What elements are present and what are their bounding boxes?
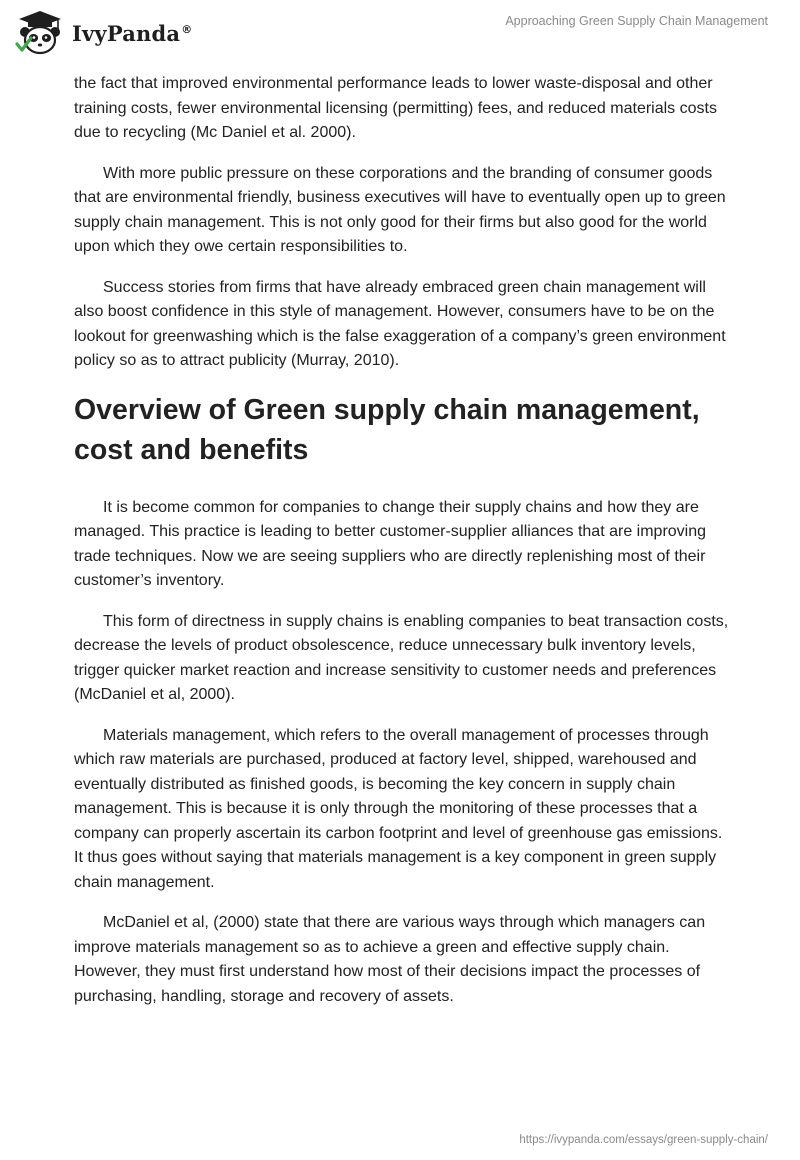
paragraph-1: the fact that improved environmental performance leads to lower waste-disposal and other training costs, fewer environmental licensing (permitting) fees, and reduced materials costs due to recycling (Mc Daniel et al. 2000). bbox=[74, 75, 717, 141]
paragraph-7: McDaniel et al, (2000) state that there are various ways through which managers can improve materials management so as to achieve a green and effective supply chain. However, they must first understand how most of their decisions impact the processes of purchasing, handling, storage and recovery of assets. bbox=[74, 914, 706, 1005]
paragraph-4: It is become common for companies to change their supply chains and how they are managed. This practice is leading to better customer-supplier alliances that are improving trade techniques. Now we are seeing suppliers who are directly replenishing most of their customer’s inventory. bbox=[74, 498, 707, 589]
paragraph-3: Success stories from firms that have already embraced green chain management will also boost confidence in this style of management. However, consumers have to be on the lookout for greenwashing which is the false exaggeration of a company’s green environment policy so as to attract publicity (Murray, 2010). bbox=[74, 278, 726, 369]
brand-logo[interactable] bbox=[14, 8, 192, 56]
source-url[interactable]: https://ivypanda.com/essays/green-supply-chain/ bbox=[519, 1134, 768, 1146]
registered-mark: ® bbox=[181, 22, 193, 36]
brand-name: IvyPanda® bbox=[72, 20, 193, 46]
paragraph-6: Materials management, which refers to the overall management of processes through which raw materials are purchased, produced at factory level, shipped, warehoused and eventually distributed as finished goods, is becoming the key concern in supply chain management. This is because it is only through the monitoring of these processes that a company can properly ascertain its carbon footprint and level of greenhouse gas emissions. It thus goes without saying that materials management is a key component in green supply chain management. bbox=[74, 726, 723, 891]
essay-body bbox=[74, 72, 734, 1025]
paragraph-2: With more public pressure on these corporations and the branding of consumer goods that are environmental friendly, business executives will have to eventually open up to green supply chain management. This is not only good for their firms but also good for the world upon which they owe certain responsibilities to. bbox=[74, 164, 726, 255]
page-header bbox=[0, 0, 800, 70]
panda-graduate-icon bbox=[14, 8, 66, 56]
paragraph-5: This form of directness in supply chains is enabling companies to beat transaction costs, decrease the levels of product obsolescence, reduce unnecessary bulk inventory levels, trigger quicker market reaction and increase sensitivity to customer needs and preferences (McDaniel et al, 2000). bbox=[74, 612, 729, 703]
section-heading: Overview of Green supply chain management, cost and benefits bbox=[74, 393, 700, 466]
document-title: Approaching Green Supply Chain Management bbox=[505, 14, 768, 28]
